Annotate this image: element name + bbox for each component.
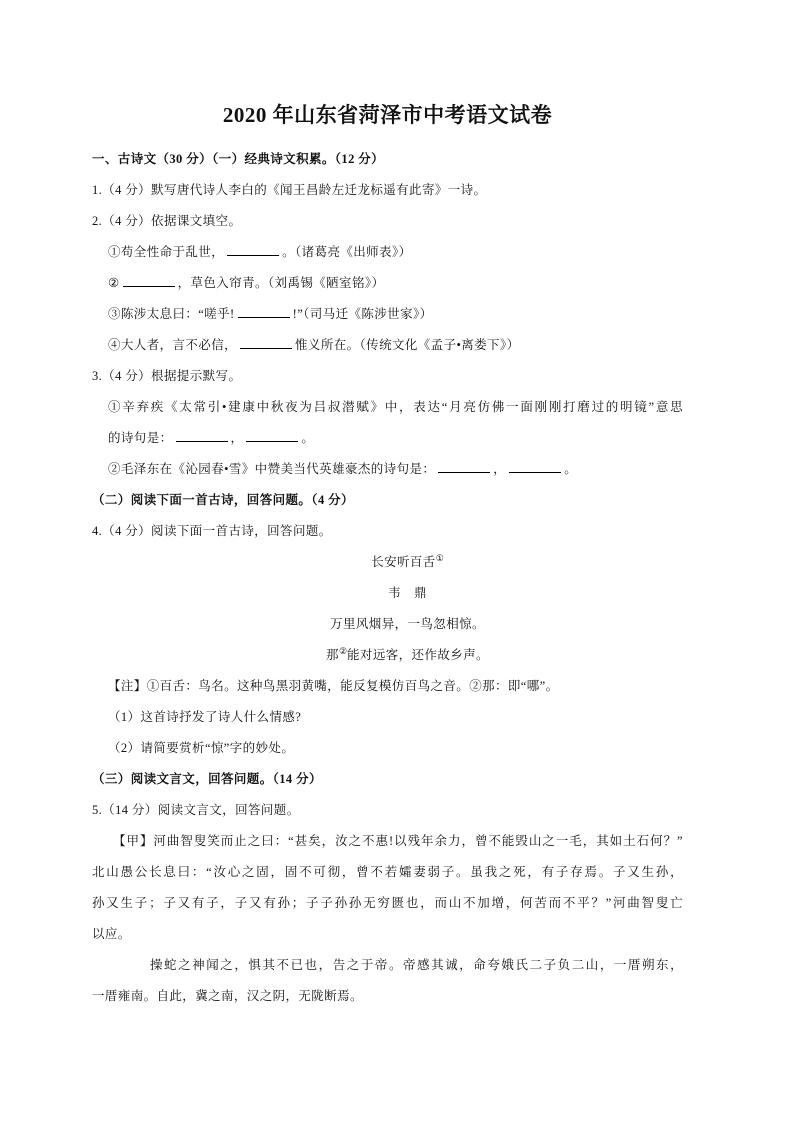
classical-passage-paragraph-2 <box>92 950 683 1012</box>
question-5-stem: 5.（14 分）阅读文言文，回答问题。 <box>92 803 300 817</box>
item-text: ， <box>493 462 507 476</box>
item-text: ② <box>108 276 120 290</box>
question-2-item-3 <box>92 299 683 330</box>
passage-line: 【甲】河曲智叟笑而止之曰：“甚矣，汝之不惠!以残年余力，曾不能毁山之一毛，其如土石何？” <box>113 834 683 848</box>
item-text: !”（司马迁《陈涉世家》） <box>292 307 433 321</box>
poem-line-2 <box>132 640 683 671</box>
item-text: ③陈涉太息曰：“嗟乎! <box>108 307 235 321</box>
passage-line: 操蛇之神闻之，惧其不已也，告之于帝。帝感其诚，命夸娥氏二子负二山，一厝朔东， <box>150 958 683 972</box>
answer-blank <box>227 243 279 256</box>
poem-line-2-text: 那 <box>326 648 339 662</box>
question-3-item-1-line-1: ①辛弃疾《太常引•建康中秋夜为吕叔潜赋》中，表达“月亮仿佛一面刚刚打磨过的明镜”意思 <box>108 400 683 414</box>
passage-line: 一厝雍南。自此，冀之南，汉之阴，无陇断焉。 <box>92 989 363 1003</box>
item-text: 。（诸葛亮《出师表》） <box>282 245 412 259</box>
answer-blank <box>246 429 298 442</box>
question-1: 1.（4 分）默写唐代诗人李白的《闻王昌龄左迁龙标遥有此寄》一诗。 <box>92 183 487 197</box>
poem-title <box>132 547 683 578</box>
question-4-sub-1: （1）这首诗抒发了诗人什么情感? <box>108 710 302 724</box>
footnote-marker-2: ② <box>338 645 348 656</box>
question-3-item-2 <box>92 454 683 485</box>
section-heading-poem-reading: （二）阅读下面一首古诗，回答问题。（4 分） <box>92 493 354 507</box>
question-3-item-1-line-2 <box>92 423 683 454</box>
item-text: ，草色入帘青。（刘禹锡《陋室铭》） <box>177 276 385 290</box>
item-text: ②毛泽东在《沁园春•雪》中赞美当代英雄豪杰的诗句是： <box>108 462 436 476</box>
question-2-item-4 <box>92 330 683 361</box>
item-text: ①苟全性命于乱世， <box>108 245 225 259</box>
question-2-item-1 <box>92 237 683 268</box>
answer-blank <box>240 336 292 349</box>
item-text: 惟义所在。（传统文化《孟子•离娄下》） <box>295 338 520 352</box>
answer-blank <box>509 460 561 473</box>
footnote-marker-1: ① <box>435 552 444 563</box>
poem-line-1: 万里风烟异，一鸟忽相惊。 <box>330 617 485 631</box>
passage-line: 北山愚公长息曰：“汝心之固，固不可彻，曾不若孀妻弱子。虽我之死，有子存焉。子又生孙， <box>92 865 683 879</box>
item-text: ④大人者，言不必信， <box>108 338 238 352</box>
passage-line: 孙又生子；子又有子，子又有孙；子子孙孙无穷匮也，而山不加增，何苦而不平？”河曲智叟亡 <box>92 896 683 910</box>
section-heading-ancient-poetry: 一、古诗文（30 分）（一）经典诗文积累。（12 分） <box>92 152 385 166</box>
poem-line-2-text: 能对远客，还作故乡声。 <box>347 648 489 662</box>
question-2-item-2 <box>92 268 683 299</box>
item-text: 的诗句是： <box>108 431 173 445</box>
poem-title-text: 长安听百舌 <box>371 555 436 569</box>
section-heading-classical-reading: （三）阅读文言文，回答问题。（14 分） <box>92 772 322 786</box>
poem-block <box>92 547 683 671</box>
item-text: 。 <box>564 462 578 476</box>
question-2-stem: 2.（4 分）依据课文填空。 <box>92 214 242 228</box>
answer-blank <box>438 460 490 473</box>
question-3-stem: 3.（4 分）根据提示默写。 <box>92 369 242 383</box>
item-text: 。 <box>301 431 315 445</box>
classical-passage-jia <box>92 826 683 950</box>
answer-blank <box>123 274 175 287</box>
passage-line: 以应。 <box>92 927 131 941</box>
answer-blank <box>176 429 228 442</box>
poem-footnote: 【注】①百舌：鸟名。这种鸟黑羽黄嘴，能反复模仿百鸟之音。②那：即“哪”。 <box>108 679 559 693</box>
question-4-stem: 4.（4 分）阅读下面一首古诗，回答问题。 <box>92 524 332 538</box>
poem-author: 韦 鼎 <box>388 586 427 600</box>
question-4-sub-2: （2）请简要赏析“惊”字的妙处。 <box>108 741 295 755</box>
item-text: ， <box>230 431 244 445</box>
answer-blank <box>238 305 290 318</box>
exam-title: 2020 年山东省菏泽市中考语文试卷 <box>222 103 553 127</box>
